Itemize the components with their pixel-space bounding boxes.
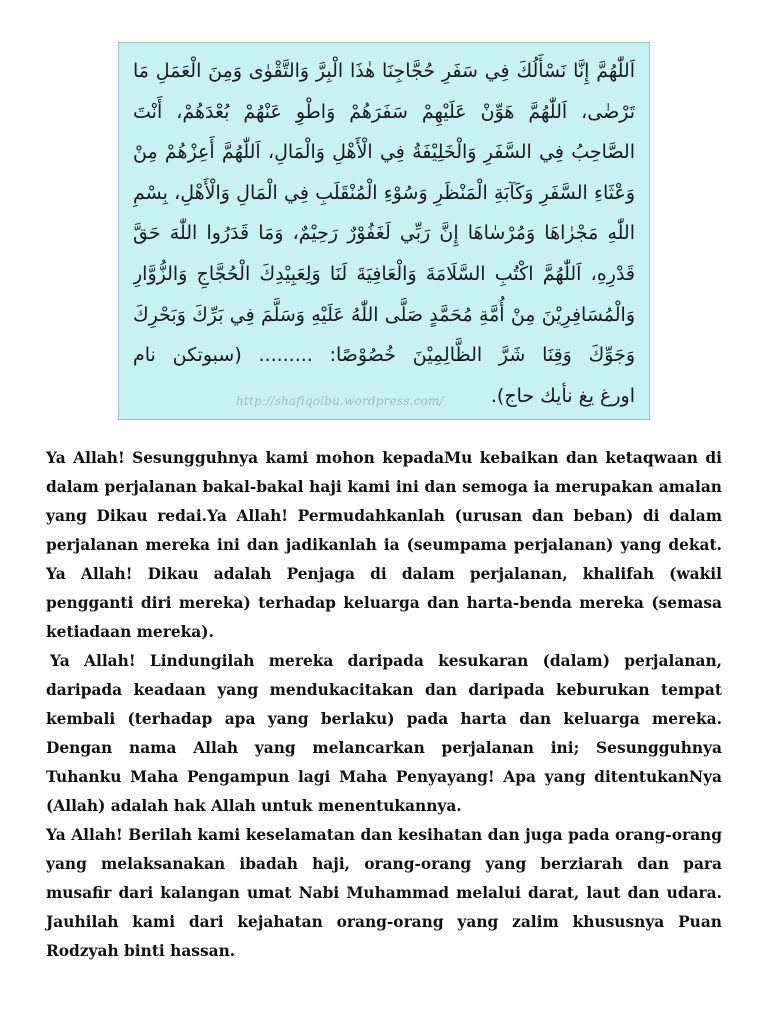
translation-paragraph-3: Ya Allah! Berilah kami keselamatan dan kesihatan dan juga pada orang-orang yang melaksanakan ibadah haji, orang-orang yang berziarah dan para musafir dari kalangan umat Nabi Muhammad melalui darat, laut dan udara. Jauhilah kami dari kejahatan orang-orang yang zalim khususnya Puan Rodzyah binti hassan.: [46, 826, 722, 960]
watermark-url: http://shafiqolbu.wordpress.com/: [236, 394, 444, 408]
arabic-line-5: اللّٰهِ مَجْرٰاهَا وَمُرْسٰاهَا إِنَّ رَبِّي لَغَفُوْرٌ رَحِيْمٌ، وَمَا قَدَرُوا اللّٰهَ حَقَّ: [133, 222, 635, 245]
translation-paragraph-1: Ya Allah! Sesungguhnya kami mohon kepadaMu kebaikan dan ketaqwaan di dalam perjalanan bakal-bakal haji kami ini dan semoga ia merupakan amalan yang Dikau redai.Ya Allah! Permudahkanlah (urusan dan beban) di dalam perjalanan mereka ini dan jadikanlah ia (seumpama perjalanan) yang dekat. Ya Allah! Dikau adalah Penjaga di dalam perjalanan, khalifah (wakil pengganti diri mereka) terhadap keluarga dan harta-benda mereka (semasa ketiadaan mereka).: [46, 449, 722, 641]
translation-text: [46, 444, 722, 966]
arabic-line-1: اَللّٰهُمَّ إِنَّا نَسْأَلُكَ فِي سَفَرِ حُجَّاجِنَا هٰذَا الْبِرَّ وَالتَّقْوٰى وَمِنَ الْعَمَلِ مَا: [133, 60, 635, 82]
arabic-line-4: وَعْثَاءِ السَّفَرِ وَكَآبَةِ الْمَنْظَرِ وَسُوْءِ الْمُنْقَلَبِ فِي الْمَالِ وَالْأَهْلِ، بِسْمِ: [133, 181, 635, 204]
arabic-line-9: اورغ يغ نأيك حاج).: [490, 384, 635, 407]
arabic-line-3: الصَّاحِبُ فِي السَّفَرِ وَالْخَلِيْفَةُ فِي الْأَهْلِ وَالْمَالِ، اَللّٰهُمَّ أَعِزْهُمْ مِنْ: [133, 141, 635, 164]
arabic-doa-panel: [118, 42, 650, 420]
arabic-line-6: قَدْرِهِ، اَللّٰهُمَّ اكْتُبِ السَّلَامَةَ وَالْعَافِيَةَ لَنَا وَلِعَبِيْدِكَ الْحُجَّاجِ وَالزُّوَّارِ: [133, 262, 635, 285]
arabic-line-7: وَالْمُسَافِرِيْنَ مِنْ أُمَّةِ مُحَمَّدٍ صَلَّى اللّٰهُ عَلَيْهِ وَسَلَّمَ فِي بَرِّكَ وَبَحْرِكَ: [133, 303, 635, 326]
translation-paragraph-2: Ya Allah! Lindungilah mereka daripada kesukaran (dalam) perjalanan, daripada keadaan yang mendukacitakan dan daripada keburukan tempat kembali (terhadap apa yang berlaku) pada harta dan keluarga mereka. Dengan nama Allah yang melancarkan perjalanan ini; Sesungguhnya Tuhanku Maha Pengampun lagi Maha Penyayang! Apa yang ditentukanNya (Allah) adalah hak Allah untuk menentukannya.: [46, 652, 722, 815]
arabic-line-2: تَرْضٰى، اَللّٰهُمَّ هَوِّنْ عَلَيْهِمْ سَفَرَهُمْ وَاطْوِ عَنْهُمْ بُعْدَهُمْ، أَنْتَ: [133, 100, 635, 123]
arabic-line-8: وَجَوِّكَ وَقِنَا شَرَّ الظَّالِمِيْنَ خُصُوْصًا: ......... (سبوتكن نام: [133, 344, 635, 367]
